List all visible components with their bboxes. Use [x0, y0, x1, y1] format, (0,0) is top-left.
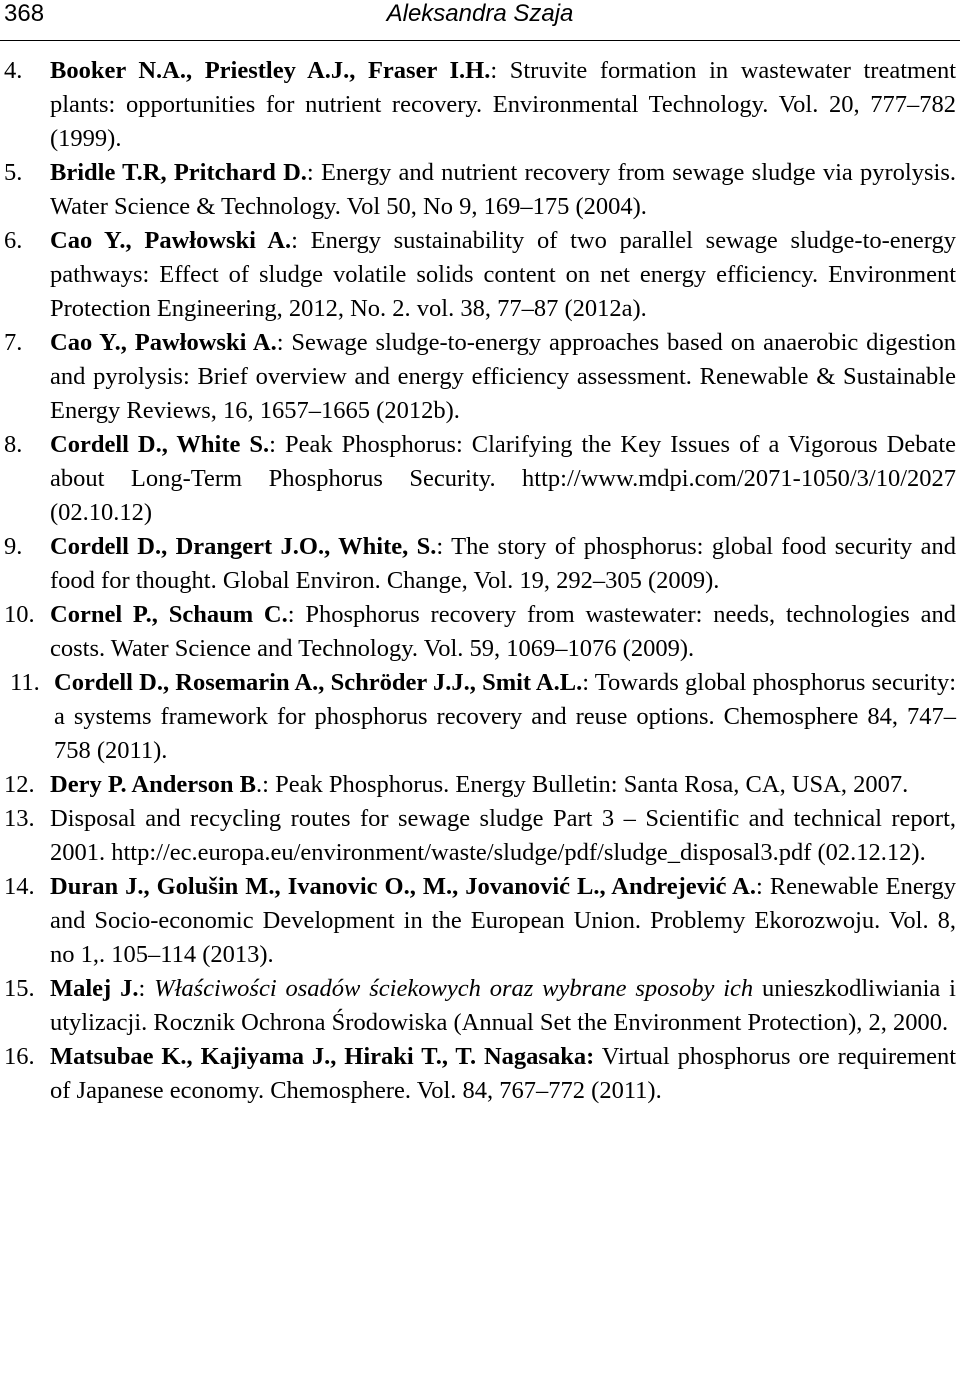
reference-separator: : [306, 159, 314, 186]
reference-item [0, 666, 956, 768]
reference-text: Towards global phosphorus security: a systems framework for phosphorus recovery and reuse options. Chemosphere 84, 747–758 (2011). [54, 669, 957, 764]
reference-text: Phosphorus recovery from wastewater: needs, technologies and costs. Water Science and Technology. Vol. 59, 1069–1076 (2009). [50, 601, 956, 662]
reference-number: 8. [4, 431, 23, 458]
reference-separator: .: [256, 771, 269, 798]
running-head: Aleksandra Szaja [386, 0, 574, 27]
reference-number: 4. [4, 57, 23, 84]
reference-authors: Cordell D., Rosemarin A., Schröder J.J., Smit A.L. [54, 669, 583, 696]
reference-item [0, 530, 956, 598]
reference-text: Peak Phosphorus. Energy Bulletin: Santa Rosa, CA, USA, 2007. [268, 771, 909, 798]
reference-list [0, 54, 956, 1108]
page-header [0, 0, 960, 41]
reference-separator: : [291, 227, 298, 254]
reference-text: Disposal and recycling routes for sewage sludge Part 3 – Scientific and technical report, 2001. http://ec.europa.eu/environment/waste/sludge/pdf/sludge_disposal3.pdf (02.12.12). [50, 805, 956, 866]
reference-item [0, 156, 956, 224]
reference-authors: Cornel P., Schaum C. [50, 601, 288, 628]
reference-separator: : [287, 601, 295, 628]
reference-separator: : [138, 975, 146, 1002]
reference-title-italic: Właściwości osadów ściekowych oraz wybrane sposoby ich [145, 975, 754, 1002]
reference-separator: : [436, 533, 444, 560]
reference-item [0, 802, 956, 870]
reference-number: 5. [4, 159, 23, 186]
reference-number: 14. [4, 873, 35, 900]
reference-separator: : [490, 57, 498, 84]
reference-text: Energy sustainability of two parallel sewage sludge-to-energy pathways: Effect of sludge volatile solids content on net energy efficiency. Environment Protection Engineering, 2012, No. 2. vol. 38, 77–87 (2012a). [50, 227, 956, 322]
reference-number: 12. [4, 771, 35, 798]
reference-number: 6. [4, 227, 23, 254]
reference-text: Peak Phosphorus: Clarifying the Key Issues of a Vigorous Debate about Long-Term Phosphorus Security. http://www.mdpi.com/2071-1050/3/10/2027 (02.10.12) [50, 431, 957, 526]
reference-text: Sewage sludge-to-energy approaches based on anaerobic digestion and pyrolysis: Brief overview and energy efficiency assessment. Renewable & Sustainable Energy Reviews, 16, 1657–1665 (2012b). [50, 329, 956, 424]
reference-authors: Dery P. Anderson B [50, 771, 257, 798]
reference-text: The story of phosphorus: global food security and food for thought. Global Environ. Change, Vol. 19, 292–305 (2009). [50, 533, 956, 594]
reference-number: 11. [10, 669, 40, 696]
reference-item [0, 428, 956, 530]
reference-separator: : [276, 329, 284, 356]
reference-authors: Cordell D., Drangert J.O., White, S. [50, 533, 437, 560]
reference-number: 13. [4, 805, 35, 832]
reference-number: 9. [4, 533, 23, 560]
reference-item [0, 1040, 956, 1108]
reference-number: 10. [4, 601, 35, 628]
reference-authors: Cao Y., Pawłowski A. [50, 227, 292, 254]
reference-item [0, 972, 956, 1040]
reference-authors: Malej J. [50, 975, 139, 1002]
reference-item [0, 224, 956, 326]
reference-number: 7. [4, 329, 23, 356]
reference-authors: Duran J., Golušin M., Ivanovic O., M., Jovanović L., Andrejević A. [50, 873, 757, 900]
reference-text: Virtual phosphorus ore requirement of Japanese economy. Chemosphere. Vol. 84, 767–772 (2011). [50, 1043, 957, 1104]
reference-text: Struvite formation in wastewater treatment plants: opportunities for nutrient recovery. Environmental Technology. Vol. 20, 777–782 (1999). [50, 57, 956, 152]
reference-authors: Cao Y., Pawłowski A. [50, 329, 277, 356]
reference-item [0, 326, 956, 428]
reference-text: Energy and nutrient recovery from sewage sludge via pyrolysis. Water Science & Technology. Vol 50, No 9, 169–175 (2004). [50, 159, 956, 220]
reference-number: 15. [4, 975, 35, 1002]
reference-item [0, 768, 956, 802]
reference-item [0, 598, 956, 666]
reference-text: Renewable Energy and Socio-economic Development in the European Union. Problemy Ekorozwoju. Vol. 8, no 1,. 105–114 (2013). [50, 873, 956, 968]
reference-item [0, 54, 956, 156]
reference-authors: Bridle T.R, Pritchard D. [50, 159, 307, 186]
reference-separator: : [269, 431, 276, 458]
page-number: 368 [4, 0, 45, 27]
reference-text: unieszkodliwiania i utylizacji. Rocznik Ochrona Środowiska (Annual Set the Environment Protection), 2, 2000. [50, 975, 956, 1036]
reference-number: 16. [4, 1043, 35, 1070]
reference-separator: : [756, 873, 763, 900]
reference-separator: : [582, 669, 590, 696]
reference-authors: Cordell D., White S. [50, 431, 270, 458]
reference-authors: Matsubae K., Kajiyama J., Hiraki T., T. Nagasaka: [50, 1043, 595, 1070]
reference-item [0, 870, 956, 972]
reference-authors: Booker N.A., Priestley A.J., Fraser I.H. [50, 57, 491, 84]
